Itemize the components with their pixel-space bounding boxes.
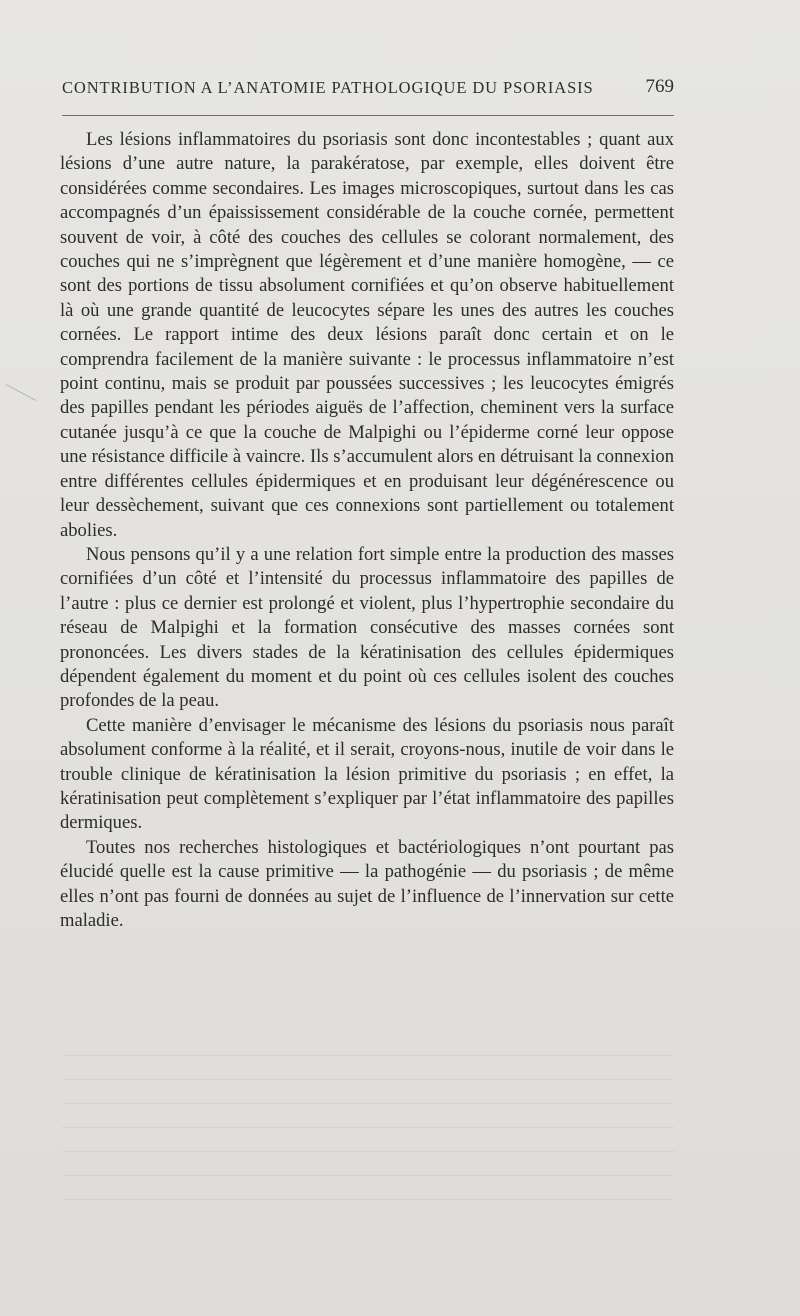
- show-through-texture: [62, 1040, 674, 1220]
- header-rule: [62, 115, 674, 116]
- paragraph-2: Nous pensons qu’il y a une relation fort simple entre la production des masses cornifiées d’un côté et l’intensité du processus inflammatoire des papilles de l’autre : plus ce dernier est prolongé et violent, plus l’hypertrophie secondaire du réseau de Malpighi et la formation consécutive des masses cornées sont prononcées. Les divers stades de la kératinisation des cellules épidermiques dépendent également du moment et du point où ces cellules isolent des couches profondes de la peau.: [60, 543, 674, 712]
- margin-mark: [6, 384, 36, 401]
- body-text: [60, 128, 674, 933]
- running-title: CONTRIBUTION A L’ANATOMIE PATHOLOGIQUE DU PSORIASIS: [62, 78, 594, 97]
- running-head: [62, 78, 674, 102]
- page-number: 769: [645, 76, 674, 97]
- paragraph-3: Cette manière d’envisager le mécanisme des lésions du psoriasis nous paraît absolument conforme à la réalité, et il serait, croyons-nous, inutile de voir dans le trouble clinique de kératinisation la lésion primitive du psoriasis ; en effet, la kératinisation peut complètement s’expliquer par l’état inflammatoire des papilles dermiques.: [60, 714, 674, 834]
- paragraph-4: Toutes nos recherches histologiques et bactériologiques n’ont pourtant pas élucidé quelle est la cause primitive — la pathogénie — du psoriasis ; de même elles n’ont pas fourni de données au sujet de l’influence de l’innervation sur cette maladie.: [60, 836, 674, 931]
- paragraph-1: Les lésions inflammatoires du psoriasis sont donc incontestables ; quant aux lésions d’une autre nature, la parakératose, par exemple, elles doivent être considérées comme secondaires. Les images microscopiques, surtout dans les cas accompagnés d’un épaississement considérable de la couche cornée, permettent souvent de voir, à côté des couches des cellules se colorant normalement, des couches qui ne s’imprègnent que légèrement et d’une manière homogène, — ce sont des portions de tissu absolument cornifiées et qu’on observe habituellement là où une grande quantité de leucocytes sépare les unes des autres les couches cornées. Le rapport intime des deux lésions paraît donc certain et on le comprendra facilement de la manière suivante : le processus inflammatoire n’est point continu, mais se produit par poussées successives ; les leucocytes émigrés des papilles pendant les périodes aiguës de l’affection, cheminent vers la surface cutanée jusqu’à ce que la couche de Malpighi ou l’épiderme corné leur oppose une résistance difficile à vaincre. Ils s’accumulent alors en détruisant la connexion entre différentes cellules épidermiques et en produisant leur dégénérescence ou leur dessèchement, suivant que ces connexions sont partiellement ou totalement abolies.: [60, 129, 674, 541]
